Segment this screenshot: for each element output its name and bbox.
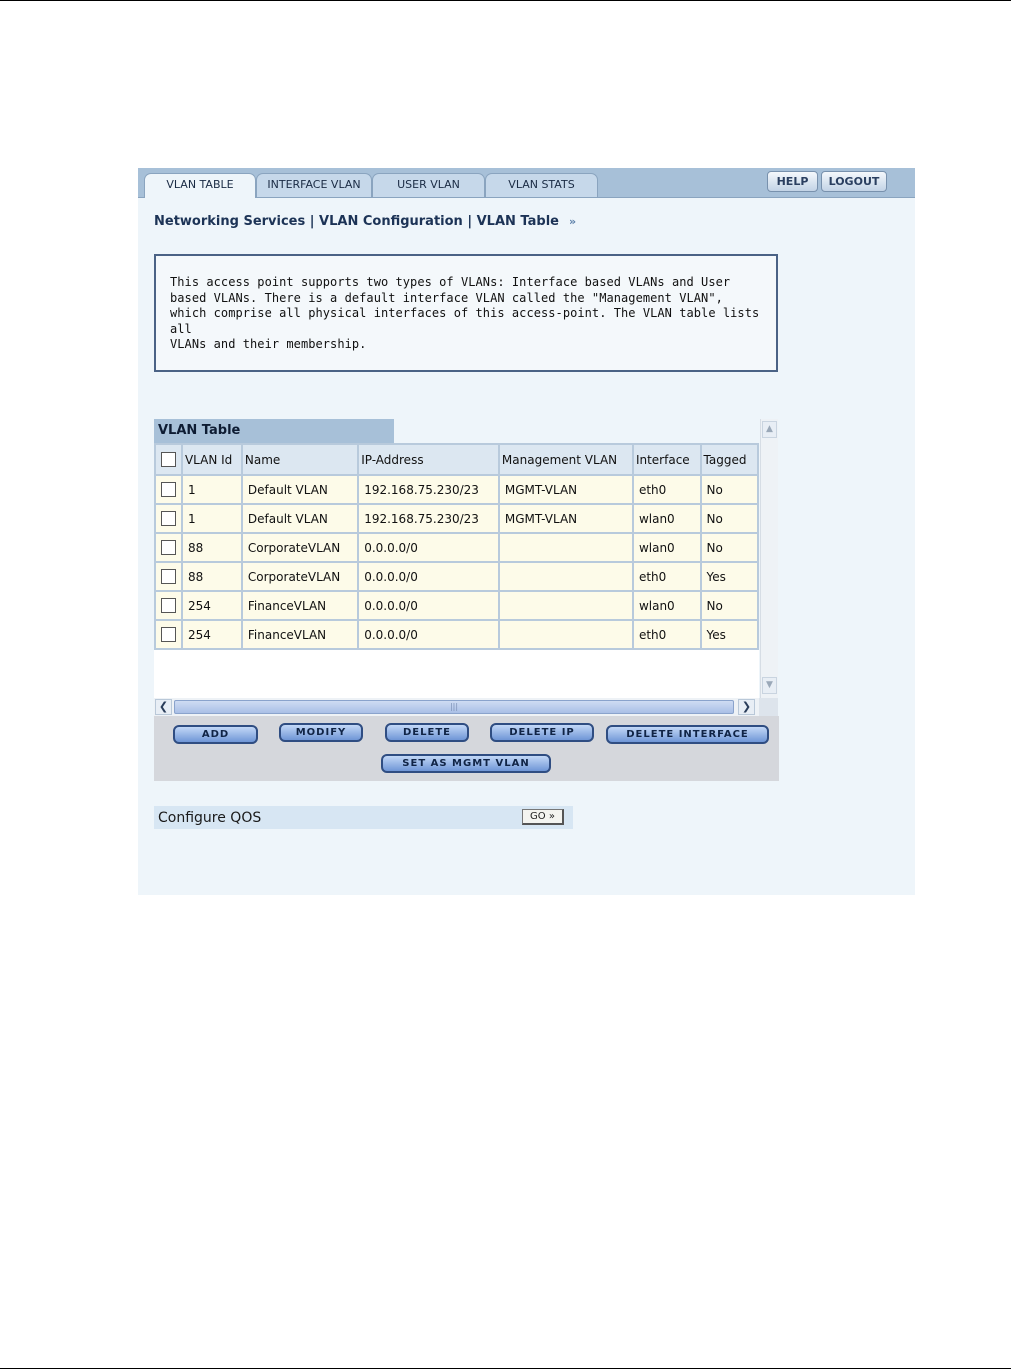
cell-interface: wlan0 bbox=[633, 533, 701, 562]
table-horizontal-scrollbar[interactable] bbox=[154, 698, 759, 716]
cell-ip-address: 0.0.0.0/0 bbox=[358, 591, 499, 620]
col-header-ip-address[interactable]: IP-Address bbox=[358, 444, 499, 475]
description-line: VLANs and their membership. bbox=[170, 337, 367, 351]
ap-config-window bbox=[138, 168, 915, 895]
cell-vlan-id: 254 bbox=[182, 620, 242, 649]
cell-vlan-id: 1 bbox=[182, 475, 242, 504]
row-checkbox[interactable] bbox=[161, 569, 176, 584]
table-row bbox=[155, 504, 758, 533]
cell-vlan-id: 88 bbox=[182, 562, 242, 591]
table-row bbox=[155, 533, 758, 562]
row-select-cell bbox=[155, 562, 182, 591]
table-vertical-scrollbar[interactable] bbox=[760, 419, 778, 698]
configure-qos-label: Configure QOS bbox=[158, 810, 262, 826]
row-select-cell bbox=[155, 533, 182, 562]
row-checkbox[interactable] bbox=[161, 627, 176, 642]
add-button[interactable]: ADD bbox=[173, 725, 258, 744]
cell-interface: wlan0 bbox=[633, 591, 701, 620]
qos-go-button[interactable]: GO » bbox=[522, 809, 564, 825]
action-button-bar bbox=[154, 716, 779, 781]
delete-button[interactable]: DELETE bbox=[385, 723, 469, 742]
page-bottom-rule bbox=[0, 1368, 1011, 1369]
cell-ip-address: 0.0.0.0/0 bbox=[358, 533, 499, 562]
cell-management-vlan bbox=[499, 620, 633, 649]
tab-vlan-table[interactable]: VLAN TABLE bbox=[144, 173, 256, 198]
cell-interface: wlan0 bbox=[633, 504, 701, 533]
col-header-interface[interactable]: Interface bbox=[633, 444, 701, 475]
scrollbar-corner bbox=[759, 698, 778, 716]
cell-interface: eth0 bbox=[633, 475, 701, 504]
cell-vlan-id: 1 bbox=[182, 504, 242, 533]
cell-interface: eth0 bbox=[633, 620, 701, 649]
tab-vlan-stats[interactable]: VLAN STATS bbox=[485, 173, 598, 197]
description-line: based VLANs. There is a default interface VLAN called the "Management VLAN", bbox=[170, 290, 723, 305]
row-select-cell bbox=[155, 504, 182, 533]
row-checkbox[interactable] bbox=[161, 511, 176, 526]
cell-vlan-id: 88 bbox=[182, 533, 242, 562]
page-top-rule bbox=[0, 0, 1011, 1]
vlan-table bbox=[154, 443, 759, 650]
cell-interface: eth0 bbox=[633, 562, 701, 591]
delete-interface-button[interactable]: DELETE INTERFACE bbox=[606, 725, 769, 744]
col-header-vlan-id[interactable]: VLAN Id bbox=[182, 444, 242, 475]
vlan-table-viewport bbox=[154, 443, 759, 698]
row-checkbox[interactable] bbox=[161, 540, 176, 555]
help-button[interactable]: HELP bbox=[767, 171, 818, 192]
col-header-tagged[interactable]: Tagged bbox=[701, 444, 758, 475]
breadcrumb bbox=[154, 214, 576, 229]
cell-name: CorporateVLAN bbox=[242, 562, 358, 591]
row-select-cell bbox=[155, 620, 182, 649]
cell-ip-address: 192.168.75.230/23 bbox=[358, 504, 499, 533]
cell-tagged: Yes bbox=[701, 620, 758, 649]
cell-tagged: No bbox=[701, 504, 758, 533]
cell-ip-address: 0.0.0.0/0 bbox=[358, 620, 499, 649]
set-as-mgmt-vlan-button[interactable]: SET AS MGMT VLAN bbox=[381, 754, 551, 773]
row-select-cell bbox=[155, 591, 182, 620]
table-row bbox=[155, 562, 758, 591]
table-row bbox=[155, 591, 758, 620]
cell-name: FinanceVLAN bbox=[242, 620, 358, 649]
description-line: This access point supports two types of VLANs: Interface based VLANs and User bbox=[170, 275, 731, 289]
col-header-management-vlan[interactable]: Management VLAN bbox=[499, 444, 633, 475]
table-row bbox=[155, 620, 758, 649]
row-select-cell bbox=[155, 475, 182, 504]
col-header-name[interactable]: Name bbox=[242, 444, 358, 475]
cell-management-vlan: MGMT-VLAN bbox=[499, 504, 633, 533]
breadcrumb-text: Networking Services | VLAN Configuration | VLAN Table bbox=[154, 214, 559, 229]
description-box bbox=[154, 254, 778, 372]
cell-name: Default VLAN bbox=[242, 504, 358, 533]
modify-button[interactable]: MODIFY bbox=[279, 723, 363, 742]
scroll-right-icon[interactable]: ❯ bbox=[738, 699, 755, 715]
cell-ip-address: 0.0.0.0/0 bbox=[358, 562, 499, 591]
description-line: which comprise all physical interfaces of this access-point. The VLAN table lists all bbox=[170, 306, 760, 336]
cell-management-vlan bbox=[499, 533, 633, 562]
delete-ip-button[interactable]: DELETE IP bbox=[490, 723, 594, 742]
row-checkbox[interactable] bbox=[161, 598, 176, 613]
table-header-row bbox=[155, 444, 758, 475]
cell-ip-address: 192.168.75.230/23 bbox=[358, 475, 499, 504]
breadcrumb-arrow-icon: » bbox=[568, 215, 577, 228]
scroll-left-icon[interactable]: ❮ bbox=[155, 699, 172, 715]
vlan-table-caption: VLAN Table bbox=[154, 419, 394, 443]
cell-management-vlan bbox=[499, 562, 633, 591]
cell-tagged: No bbox=[701, 591, 758, 620]
cell-management-vlan: MGMT-VLAN bbox=[499, 475, 633, 504]
row-checkbox[interactable] bbox=[161, 482, 176, 497]
tab-user-vlan[interactable]: USER VLAN bbox=[372, 173, 485, 197]
cell-name: FinanceVLAN bbox=[242, 591, 358, 620]
scroll-up-icon[interactable]: ▲ bbox=[762, 421, 777, 438]
cell-tagged: Yes bbox=[701, 562, 758, 591]
horizontal-scroll-thumb[interactable]: ||| bbox=[174, 700, 734, 714]
table-row bbox=[155, 475, 758, 504]
select-all-cell bbox=[155, 444, 182, 475]
cell-tagged: No bbox=[701, 533, 758, 562]
tab-bar bbox=[138, 168, 915, 198]
cell-management-vlan bbox=[499, 591, 633, 620]
select-all-checkbox[interactable] bbox=[161, 452, 176, 467]
cell-vlan-id: 254 bbox=[182, 591, 242, 620]
cell-name: Default VLAN bbox=[242, 475, 358, 504]
tab-interface-vlan[interactable]: INTERFACE VLAN bbox=[256, 173, 372, 197]
cell-name: CorporateVLAN bbox=[242, 533, 358, 562]
logout-button[interactable]: LOGOUT bbox=[821, 171, 887, 192]
configure-qos-row bbox=[154, 806, 573, 829]
scroll-down-icon[interactable]: ▼ bbox=[762, 677, 777, 694]
cell-tagged: No bbox=[701, 475, 758, 504]
